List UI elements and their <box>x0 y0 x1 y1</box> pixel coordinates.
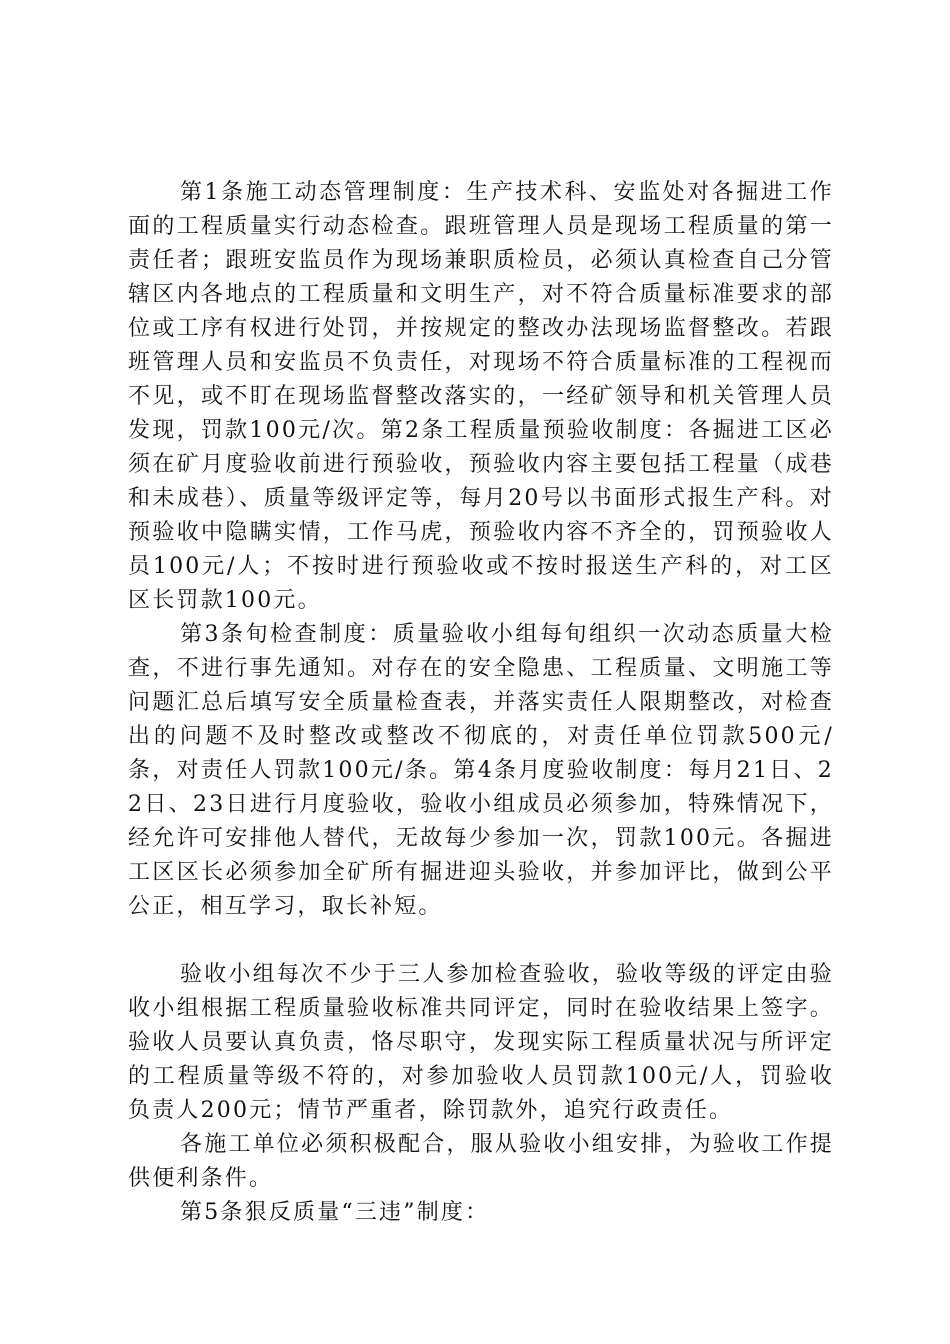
paragraph-article-5: 第5条狠反质量“三违”制度： <box>180 1200 490 1225</box>
paragraph-article-3-4: 第3条旬检查制度：质量验收小组每旬组织一次动态质量大检查，不进行事先通知。对存在的安全隐患、工程质量、文明施工等问题汇总后填写安全质量检查表，并落实责任人限期整改，对检查出的问题不及时整改或整改不彻底的，对责任单位罚款500元/条，对责任人罚款100元/条。第4条月度验收制度：每月21日、22日、23日进行月度验收，验收小组成员必须参加，特殊情况下，经允许可安排他人替代，无故每少参加一次，罚款100元。各掘进工区区长必须参加全矿所有掘进迎头验收，并参加评比，做到公平公正，相互学习，取长补短。 <box>128 622 834 919</box>
paragraph-acceptance-group: 验收小组每次不少于三人参加检查验收，验收等级的评定由验收小组根据工程质量验收标准共同评定，同时在验收结果上签字。验收人员要认真负责，恪尽职守，发现实际工程质量状况与所评定的工程质量等级不符的，对参加验收人员罚款100元/人，罚验收负责人200元；情节严重者，除罚款外，追究行政责任。 <box>128 962 834 1123</box>
paragraph-article-1-2: 第1条施工动态管理制度：生产技术科、安监处对各掘进工作面的工程质量实行动态检查。跟班管理人员是现场工程质量的第一责任者；跟班安监员作为现场兼职质检员，必须认真检查自己分管辖区内各地点的工程质量和文明生产，对不符合质量标准要求的部位或工序有权进行处罚，并按规定的整改办法现场监督整改。若跟班管理人员和安监员不负责任，对现场不符合质量标准的工程视而不见，或不盯在现场监督整改落实的，一经矿领导和机关管理人员发现，罚款100元/次。第2条工程质量预验收制度：各掘进工区必须在矿月度验收前进行预验收，预验收内容主要包括工程量（成巷和未成巷）、质量等级评定等，每月20号以书面形式报生产科。对预验收中隐瞒实情，工作马虎，预验收内容不齐全的，罚预验收人员100元/人；不按时进行预验收或不按时报送生产科的，对工区区长罚款100元。 <box>128 180 834 613</box>
paragraph-cooperation: 各施工单位必须积极配合，服从验收小组安排，为验收工作提供便利条件。 <box>128 1132 834 1191</box>
paragraph-gap <box>128 924 834 958</box>
document-body <box>128 176 834 1230</box>
